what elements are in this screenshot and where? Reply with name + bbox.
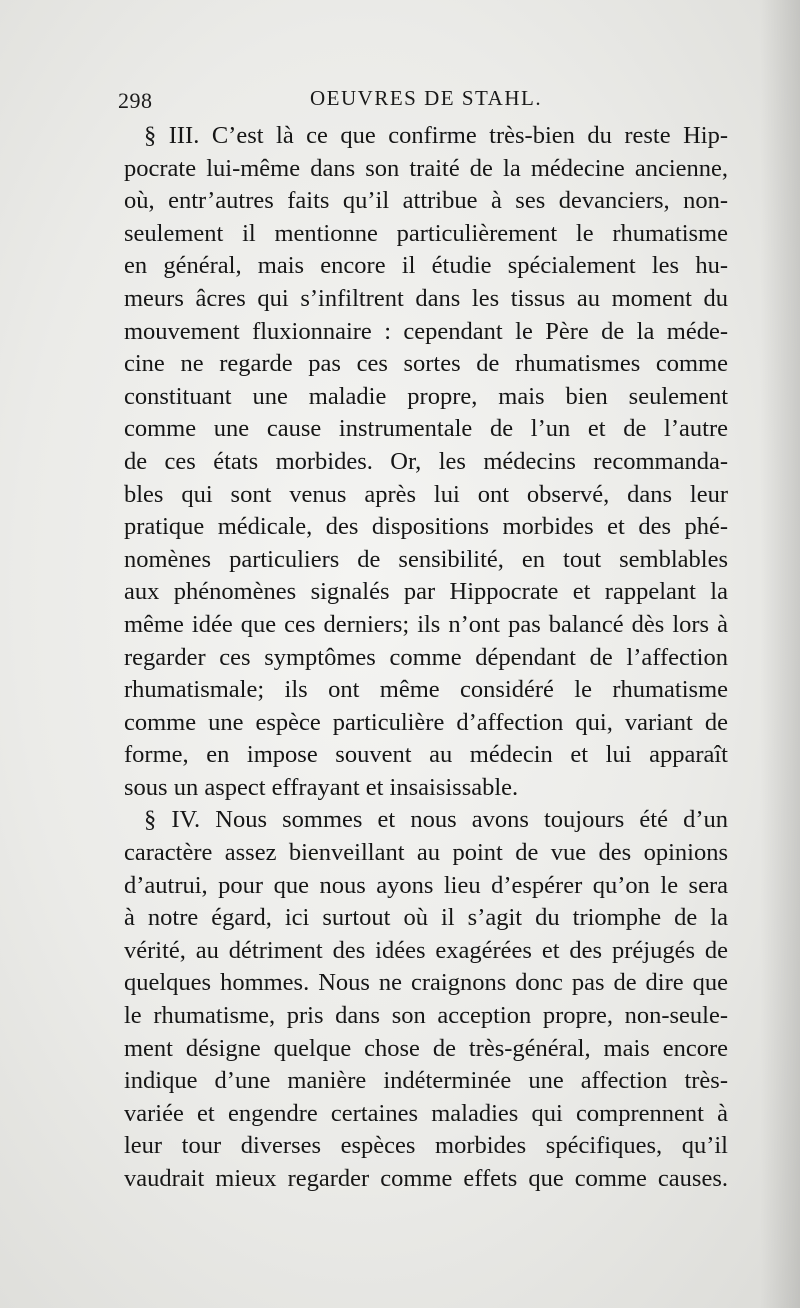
body-text [124, 120, 728, 1196]
text-line: comme une cause instrumentale de l’un et de l’autre [124, 415, 728, 443]
running-head [118, 82, 728, 116]
text-line: seulement il mentionne particulièrement le rhumatisme [124, 219, 728, 247]
text-line: quelques hommes. Nous ne craignons donc pas de dire que [124, 969, 728, 997]
text-line: caractère assez bienveillant au point de vue des opinions [124, 839, 728, 867]
text-line: cine ne regarde pas ces sortes de rhumatismes comme [124, 350, 728, 378]
text-line: vérité, au détriment des idées exagérées et des préjugés de [124, 936, 728, 964]
text-line: mouvement fluxionnaire : cependant le Père de la méde- [124, 317, 728, 345]
text-line: de ces états morbides. Or, les médecins recommanda- [124, 447, 728, 475]
text-line: § III. C’est là ce que confirme très-bien du reste Hip- [144, 122, 728, 149]
text-line: ment désigne quelque chose de très-général, mais encore [124, 1034, 728, 1062]
text-line: en général, mais encore il étudie spécialement les hu- [124, 252, 728, 280]
text-line: même idée que ces derniers; ils n’ont pas balancé dès lors à [124, 610, 728, 638]
text-line: meurs âcres qui s’infiltrent dans les tissus au moment du [124, 284, 728, 312]
text-line: d’autrui, pour que nous ayons lieu d’espérer qu’on le sera [124, 871, 728, 899]
text-line: à notre égard, ici surtout où il s’agit du triomphe de la [124, 904, 728, 932]
text-line: sous un aspect effrayant et insaisissable. [124, 773, 519, 801]
text-line: aux phénomènes signalés par Hippocrate et rappelant la [124, 578, 728, 606]
text-line: vaudrait mieux regarder comme effets que comme causes. [124, 1165, 728, 1192]
page-number: 298 [118, 88, 153, 113]
running-title: OEUVRES DE STAHL. [310, 86, 543, 110]
text-line: pocrate lui-même dans son traité de la médecine ancienne, [124, 154, 728, 182]
text-line: forme, en impose souvent au médecin et lui apparaît [124, 741, 728, 769]
text-line: où, entr’autres faits qu’il attribue à ses devanciers, non- [124, 187, 728, 215]
text-line: variée et engendre certaines maladies qui comprennent à [124, 1099, 728, 1127]
text-line: constituant une maladie propre, mais bien seulement [124, 382, 728, 410]
text-line: nomènes particuliers de sensibilité, en tout semblables [124, 545, 728, 573]
text-line: comme une espèce particulière d’affection qui, variant de [124, 708, 728, 736]
text-line: indique d’une manière indéterminée une affection très- [124, 1067, 728, 1095]
text-line: regarder ces symptômes comme dépendant de l’affection [124, 643, 728, 671]
text-line: rhumatismale; ils ont même considéré le rhumatisme [124, 676, 728, 704]
text-line: § IV. Nous sommes et nous avons toujours été d’un [144, 806, 728, 834]
text-line: leur tour diverses espèces morbides spécifiques, qu’il [124, 1132, 728, 1160]
text-line: bles qui sont venus après lui ont observé, dans leur [124, 480, 728, 508]
text-line: le rhumatisme, pris dans son acception propre, non-seule- [124, 1002, 728, 1030]
text-line: pratique médicale, des dispositions morbides et des phé- [124, 513, 728, 541]
